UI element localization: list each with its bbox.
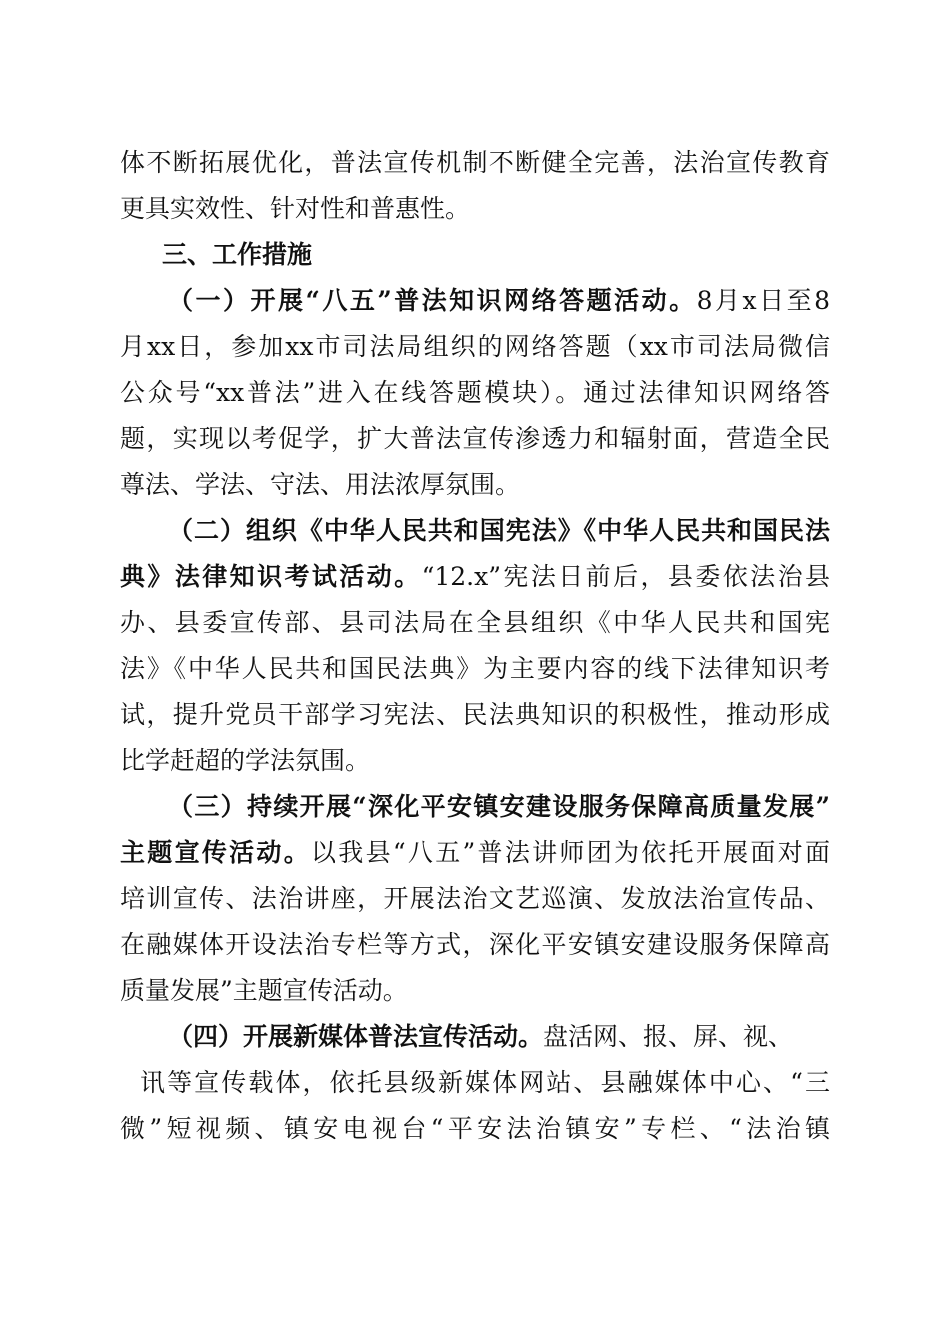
paragraph-line: 试，提升党员干部学习宪法、民法典知识的积极性，推动形成 <box>120 700 830 729</box>
item-3-title-line: （三）持续开展“深化平安镇安建设服务保障高质量发展” <box>168 792 830 821</box>
paragraph-line: 在融媒体开设法治专栏等方式，深化平安镇安建设服务保障高 <box>120 930 830 959</box>
item-3-second-line <box>120 830 830 876</box>
item-3-title-end: 主题宣传活动。 <box>120 838 311 867</box>
item-1-first-line <box>168 278 830 324</box>
paragraph-line: 微”短视频、镇安电视台“平安法治镇安”专栏、“法治镇 <box>120 1114 831 1143</box>
paragraph-line: 公众号“xx普法”进入在线答题模块）。通过法律知识网络答 <box>120 378 830 407</box>
paragraph-line: 题，实现以考促学，扩大普法宣传渗透力和辐射面，营造全民 <box>120 424 830 453</box>
item-4-text: 盘活网、报、屏、视、 <box>543 1022 794 1051</box>
item-2-second-line <box>120 554 830 600</box>
section-heading: 三、工作措施 <box>162 240 313 269</box>
paragraph-line: 办、县委宣传部、县司法局在全县组织《中华人民共和国宪 <box>120 608 830 637</box>
item-1-text: 8月x日至8 <box>696 286 830 315</box>
paragraph-line: 培训宣传、法治讲座，开展法治文艺巡演、发放法治宣传品、 <box>120 884 830 913</box>
paragraph-line: 法》《中华人民共和国民法典》为主要内容的线下法律知识考 <box>120 654 830 683</box>
paragraph-line: 比学赶超的学法氛围。 <box>120 746 371 775</box>
paragraph-line: 尊法、学法、守法、用法浓厚氛围。 <box>120 470 521 499</box>
item-2-title-end: 典》法律知识考试活动。 <box>120 562 422 591</box>
paragraph-line: 讯等宣传载体，依托县级新媒体网站、县融媒体中心、“三 <box>140 1068 830 1097</box>
paragraph-line: 月xx日，参加xx市司法局组织的网络答题（xx市司法局微信 <box>120 332 830 361</box>
paragraph-line: 体不断拓展优化，普法宣传机制不断健全完善，法治宣传教育 <box>120 148 830 177</box>
item-2-title-line: （二）组织《中华人民共和国宪法》《中华人民共和国民法 <box>168 516 830 545</box>
item-3-text: 以我县“八五”普法讲师团为依托开展面对面 <box>311 838 830 867</box>
item-4-title: （四）开展新媒体普法宣传活动。 <box>168 1022 544 1051</box>
paragraph-line: 质量发展”主题宣传活动。 <box>120 976 408 1005</box>
paragraph-line: 更具实效性、针对性和普惠性。 <box>120 194 471 223</box>
item-4-first-line <box>168 1014 830 1060</box>
item-1-title: （一）开展“八五”普法知识网络答题活动。 <box>168 286 697 315</box>
item-2-text: “12.x”宪法日前后，县委依法治县 <box>421 562 830 591</box>
